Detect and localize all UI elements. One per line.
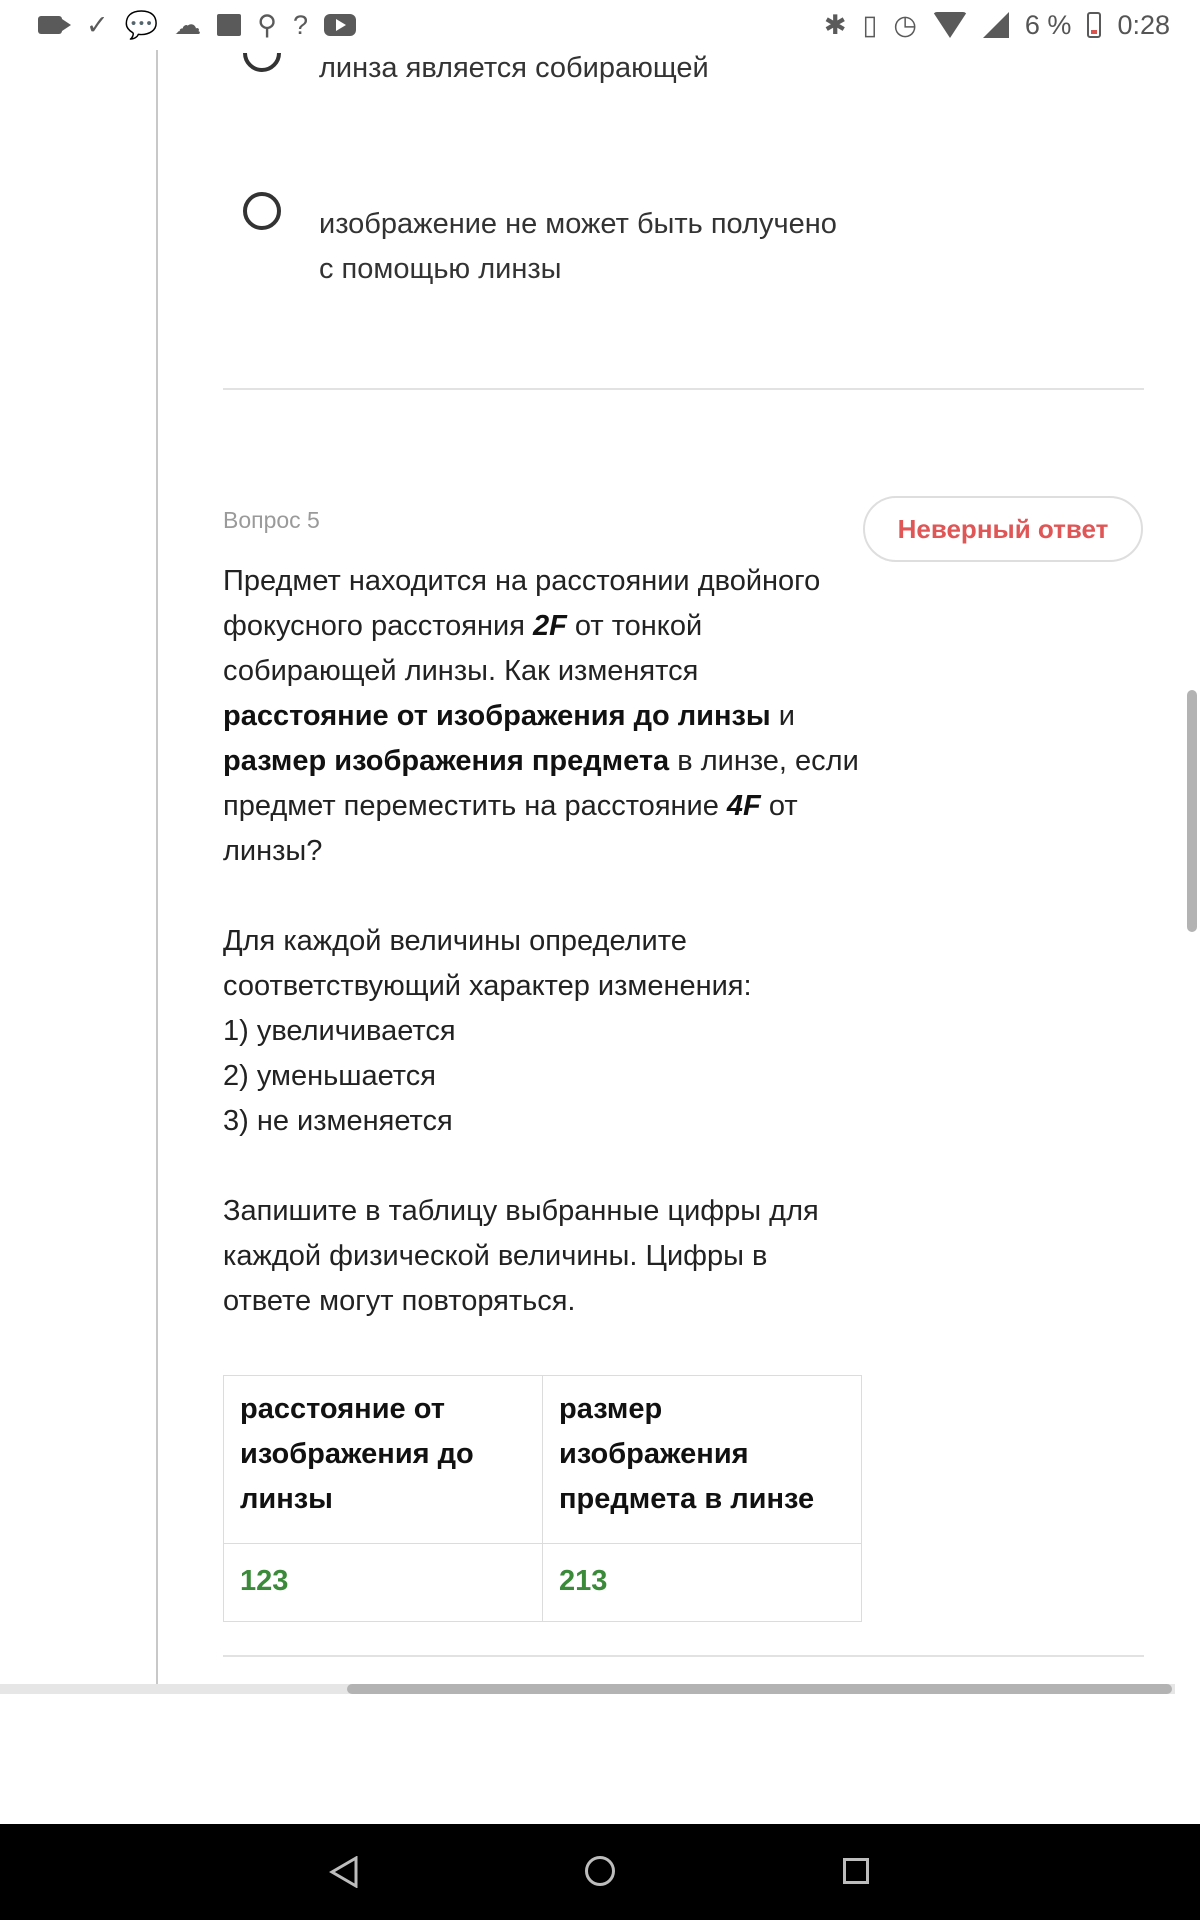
battery-percent: 6 %: [1024, 9, 1072, 40]
check-icon: ✓: [86, 9, 109, 40]
section-divider: [223, 388, 1144, 390]
bold-term-distance: расстояние от изображения до линзы: [223, 700, 771, 732]
back-icon[interactable]: [328, 1856, 360, 1888]
vibrate-icon: ▯: [862, 9, 878, 40]
bold-term-size: размер изображения предмета: [223, 745, 670, 777]
question-text: [223, 559, 863, 1324]
status-bar: [0, 0, 1200, 50]
question-paragraph: Предмет находится на расстоянии двойного фокусного расстояния 2F от тонкой собирающей линзы. Как изменятся расстояние от изображения до линзы и размер изображения предмета в линзе, если предмет переместить на расстояние 4F от линзы?: [223, 565, 859, 867]
answer-table: [223, 1375, 862, 1622]
question-number: Вопрос 5: [223, 507, 320, 533]
choice-item: 2) уменьшается: [223, 1060, 436, 1092]
image-icon: [217, 14, 241, 36]
choice-item: 1) увеличивается: [223, 1015, 456, 1047]
youtube-icon: [324, 14, 356, 36]
status-bar-notifications: [38, 9, 356, 40]
option-label: линза является собирающей: [319, 52, 709, 84]
camera-icon: [38, 16, 62, 34]
clock: 0:28: [1117, 9, 1170, 40]
instruction-text: Для каждой величины определите соответствующий характер изменения:: [223, 925, 752, 1002]
status-badge: Неверный ответ: [863, 496, 1143, 562]
cell-signal-icon: [983, 12, 1009, 38]
status-bar-system: [824, 10, 1170, 41]
vertical-scrollbar-thumb[interactable]: [1187, 690, 1197, 932]
table-row: [224, 1544, 862, 1622]
formula-4f: 4F: [726, 790, 761, 822]
formula-2f: 2F: [532, 610, 567, 642]
table-header-cell: размер изображения предмета в линзе: [543, 1376, 862, 1544]
horizontal-scrollbar-thumb[interactable]: [347, 1684, 1172, 1694]
bluetooth-icon: ✱: [823, 9, 847, 40]
answer-value-cell: 123: [224, 1544, 543, 1622]
table-header-cell: расстояние от изображения до линзы: [224, 1376, 543, 1544]
section-divider: [223, 1655, 1144, 1657]
answer-option-2[interactable]: [243, 192, 837, 285]
weather-cloud-icon: ☁: [174, 9, 202, 40]
recent-apps-icon[interactable]: [843, 1858, 869, 1884]
option-label: изображение не может быть получено с помощью линзы: [319, 208, 837, 285]
no-signal-icon: ?: [293, 9, 309, 40]
alarm-icon: ◷: [893, 9, 917, 40]
note-text: Запишите в таблицу выбранные цифры для каждой физической величины. Цифры в ответе могут повторяться.: [223, 1195, 819, 1317]
radio-button[interactable]: [243, 192, 281, 230]
wifi-icon: [933, 12, 967, 38]
table-header-row: [224, 1376, 862, 1544]
choice-item: 3) не изменяется: [223, 1105, 453, 1137]
content-left-border: [156, 50, 158, 1684]
answer-value-cell: 213: [543, 1544, 862, 1622]
search-icon: ⚲: [257, 9, 278, 40]
home-icon[interactable]: [585, 1856, 615, 1886]
battery-icon: [1087, 12, 1101, 38]
chat-bubble-icon: 💬: [124, 9, 159, 40]
